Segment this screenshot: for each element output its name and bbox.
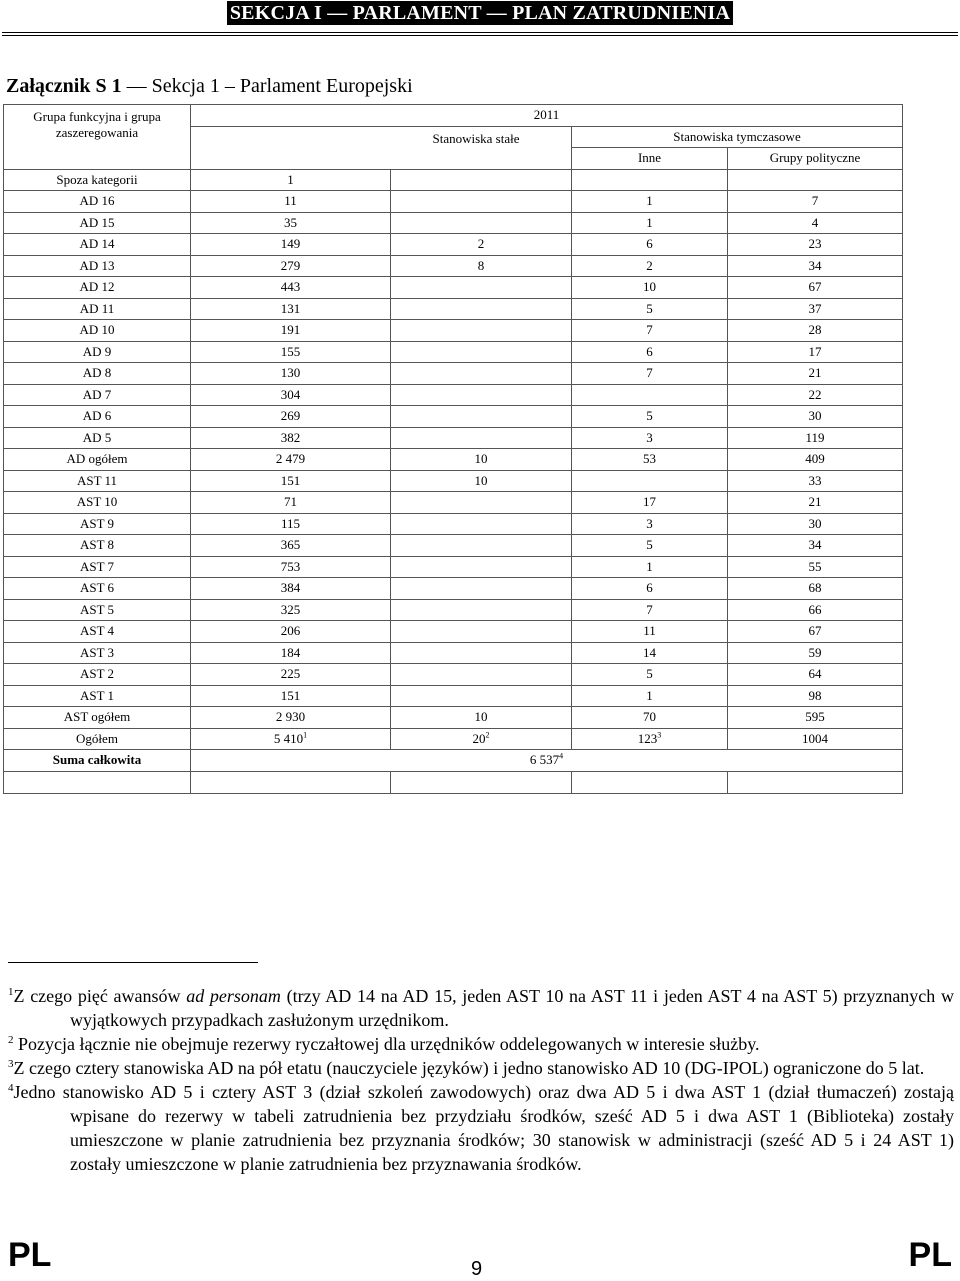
- footnote-marker: 2: [8, 1034, 14, 1046]
- permanent-extra-cell: [391, 599, 572, 621]
- permanent-extra-cell: 2: [391, 234, 572, 256]
- political-value-cell: 64: [728, 664, 903, 686]
- empty-cell: [4, 771, 191, 793]
- year-header: 2011: [191, 105, 903, 127]
- table-row: [4, 642, 903, 664]
- grade-cell: AD 14: [4, 234, 191, 256]
- page-number: 9: [471, 1258, 483, 1280]
- permanent-extra-cell: [391, 578, 572, 600]
- permanent-extra-cell: [391, 642, 572, 664]
- political-value-cell: 98: [728, 685, 903, 707]
- other-value-cell: 1: [572, 191, 728, 213]
- other-value-cell: 7: [572, 599, 728, 621]
- footnotes: [8, 984, 954, 1176]
- footnote-marker: 1: [8, 986, 14, 998]
- permanent-value-cell: 269: [191, 406, 391, 428]
- other-value-cell: 1: [572, 212, 728, 234]
- political-value-cell: 68: [728, 578, 903, 600]
- permanent-value-cell: 2 479: [191, 449, 391, 471]
- permanent-value-cell: 130: [191, 363, 391, 385]
- table-row: [4, 363, 903, 385]
- grade-cell: AST 11: [4, 470, 191, 492]
- sum-total-label: Suma całkowita: [4, 750, 191, 772]
- other-value-cell: 2: [572, 255, 728, 277]
- empty-row: [4, 771, 903, 793]
- section-header: [0, 2, 960, 25]
- annex-label: Załącznik S 1: [6, 75, 122, 97]
- permanent-extra-cell: [391, 320, 572, 342]
- permanent-extra-cell: [391, 513, 572, 535]
- table-row: [4, 169, 903, 191]
- political-value-cell: 59: [728, 642, 903, 664]
- table-row: [4, 191, 903, 213]
- political-value-cell: 30: [728, 513, 903, 535]
- permanent-extra-cell: [391, 685, 572, 707]
- footnote-marker: 3: [8, 1058, 14, 1070]
- footnote-rule: [8, 962, 258, 963]
- political-value-cell: 21: [728, 363, 903, 385]
- table-row: [4, 341, 903, 363]
- permanent-value-cell: 155: [191, 341, 391, 363]
- other-value-cell: 3: [572, 513, 728, 535]
- permanent-value-cell: 151: [191, 470, 391, 492]
- table-row: [4, 298, 903, 320]
- permanent-value-cell: 443: [191, 277, 391, 299]
- grade-cell: AD 9: [4, 341, 191, 363]
- table-row: [4, 255, 903, 277]
- grade-cell: AD 8: [4, 363, 191, 385]
- permanent-extra-cell: [391, 492, 572, 514]
- permanent-header-label: Stanowiska stałe: [432, 130, 520, 146]
- annex-dash: —: [126, 75, 147, 97]
- subtotal-label: AST ogółem: [4, 707, 191, 729]
- other-value-cell: 5: [572, 535, 728, 557]
- grade-cell: AD 5: [4, 427, 191, 449]
- permanent-value-cell: 151: [191, 685, 391, 707]
- empty-cell: [391, 771, 572, 793]
- table-row: [4, 513, 903, 535]
- other-value-cell: 1: [572, 556, 728, 578]
- permanent-value-cell: 1: [191, 169, 391, 191]
- political-value-cell: 33: [728, 470, 903, 492]
- political-value-cell: 34: [728, 255, 903, 277]
- other-value-cell: 6: [572, 341, 728, 363]
- other-value-cell: 6: [572, 578, 728, 600]
- permanent-value-cell: 11: [191, 191, 391, 213]
- table-row: [4, 535, 903, 557]
- grade-cell: AST 5: [4, 599, 191, 621]
- table-row: [4, 707, 903, 729]
- other-value-cell: 3: [572, 427, 728, 449]
- other-value-cell: 6: [572, 234, 728, 256]
- political-value-cell: 119: [728, 427, 903, 449]
- section-header-text: SEKCJA I — PARLAMENT — PLAN ZATRUDNIENIA: [227, 1, 733, 25]
- permanent-value-cell: 71: [191, 492, 391, 514]
- other-value-cell: 5: [572, 406, 728, 428]
- political-value-cell: 67: [728, 277, 903, 299]
- permanent-value-cell: 365: [191, 535, 391, 557]
- grade-cell: AST 9: [4, 513, 191, 535]
- permanent-value-cell: 384: [191, 578, 391, 600]
- other-value-cell: 11: [572, 621, 728, 643]
- permanent-value-cell: 279: [191, 255, 391, 277]
- political-value-cell: 409: [728, 449, 903, 471]
- table-row: [4, 234, 903, 256]
- permanent-value-cell: 325: [191, 599, 391, 621]
- permanent-extra-cell: 10: [391, 470, 572, 492]
- other-value-cell: [572, 169, 728, 191]
- grade-cell: AST 4: [4, 621, 191, 643]
- table-row: [4, 578, 903, 600]
- political-value-cell: 17: [728, 341, 903, 363]
- political-value-cell: 23: [728, 234, 903, 256]
- grade-cell: AST 8: [4, 535, 191, 557]
- permanent-extra-cell: [391, 427, 572, 449]
- permanent-value-cell: 382: [191, 427, 391, 449]
- other-value-cell: 5: [572, 664, 728, 686]
- empty-cell: [191, 771, 391, 793]
- other-value-cell: 7: [572, 363, 728, 385]
- permanent-extra-cell: [391, 535, 572, 557]
- table-row: [4, 320, 903, 342]
- grade-cell: AST 2: [4, 664, 191, 686]
- other-value-cell: 53: [572, 449, 728, 471]
- permanent-value-cell: 115: [191, 513, 391, 535]
- grade-cell: AD 6: [4, 406, 191, 428]
- grade-cell: AST 1: [4, 685, 191, 707]
- political-value-cell: 34: [728, 535, 903, 557]
- other-value-cell: 14: [572, 642, 728, 664]
- permanent-value-cell: 206: [191, 621, 391, 643]
- table-row: [4, 449, 903, 471]
- table-row: [4, 621, 903, 643]
- grand-total-permanent-extra: $20^2$: [391, 728, 572, 750]
- political-value-cell: 28: [728, 320, 903, 342]
- permanent-extra-cell: 10: [391, 449, 572, 471]
- other-value-cell: [572, 384, 728, 406]
- permanent-value-cell: 191: [191, 320, 391, 342]
- permanent-extra-cell: [391, 621, 572, 643]
- permanent-value-cell: 304: [191, 384, 391, 406]
- permanent-value-cell: 2 930: [191, 707, 391, 729]
- table-row: [4, 685, 903, 707]
- political-value-cell: 55: [728, 556, 903, 578]
- permanent-value-cell: 225: [191, 664, 391, 686]
- empty-cell: [728, 771, 903, 793]
- header-rule: [2, 32, 958, 36]
- permanent-extra-cell: 8: [391, 255, 572, 277]
- footnote: $^1$Z czego pięć awansów ad personam (trzy AD 14 na AD 15, jeden AST 10 na AST 11 i jeden AST 4 na AST 5) przyznanych w wyjątkowych przypadkach zasłużonym urzędnikom.: [8, 986, 954, 1030]
- political-value-cell: 66: [728, 599, 903, 621]
- subtotal-label: AD ogółem: [4, 449, 191, 471]
- grade-cell: AD 16: [4, 191, 191, 213]
- grand-total-other: $123^3$: [572, 728, 728, 750]
- permanent-value-cell: 149: [191, 234, 391, 256]
- grade-cell: AD 15: [4, 212, 191, 234]
- permanent-extra-cell: [391, 341, 572, 363]
- grade-cell: AST 6: [4, 578, 191, 600]
- grade-cell: AD 10: [4, 320, 191, 342]
- permanent-value-cell: 131: [191, 298, 391, 320]
- permanent-extra-cell: [391, 406, 572, 428]
- other-value-cell: 7: [572, 320, 728, 342]
- group-header: Grupa funkcyjna i grupa zaszeregowania: [4, 105, 191, 170]
- political-groups-header: Grupy polityczne: [728, 148, 903, 170]
- political-value-cell: 22: [728, 384, 903, 406]
- permanent-value-cell: 35: [191, 212, 391, 234]
- permanent-extra-cell: [391, 169, 572, 191]
- grade-cell: AD 13: [4, 255, 191, 277]
- political-value-cell: 37: [728, 298, 903, 320]
- grade-cell: AD 12: [4, 277, 191, 299]
- footnote: $^3$Z czego cztery stanowiska AD na pół etatu (nauczyciele języków) i jedno stanowisko AD 10 (DG-IPOL) ograniczone do 5 lat.: [8, 1058, 925, 1078]
- permanent-extra-cell: [391, 277, 572, 299]
- permanent-value-cell: 184: [191, 642, 391, 664]
- table-row: [4, 427, 903, 449]
- grade-cell: AST 7: [4, 556, 191, 578]
- annex-title: [6, 75, 413, 98]
- permanent-extra-cell: [391, 212, 572, 234]
- grand-total-label: Ogółem: [4, 728, 191, 750]
- footnote-marker: 4: [8, 1082, 14, 1094]
- other-value-cell: 10: [572, 277, 728, 299]
- table-row: [4, 277, 903, 299]
- footnote: $^4$Jedno stanowisko AD 5 i cztery AST 3 (dział szkoleń zawodowych) oraz dwa AD 5 i dwa AST 1 (dział tłumaczeń) zostają wpisane do rezerwy w tabeli zatrudnienia bez przydziału środków, sześć AD 5 i dwa AST 1 (Biblioteka) zostały umieszczone w planie zatrudnienia bez przyznania środków; 30 stanowisk w administracji (sześć AD 5 i 24 AST 1) zostały umieszczone w planie zatrudnienia bez przyznawania środków.: [8, 1082, 954, 1174]
- sum-total-value: 6 $537^4$: [191, 750, 903, 772]
- permanent-extra-cell: [391, 664, 572, 686]
- table-row: [4, 556, 903, 578]
- political-value-cell: 4: [728, 212, 903, 234]
- other-value-cell: [572, 470, 728, 492]
- permanent-header: [191, 126, 572, 169]
- political-value-cell: 30: [728, 406, 903, 428]
- grade-cell: Spoza kategorii: [4, 169, 191, 191]
- permanent-value-cell: 753: [191, 556, 391, 578]
- table-row: [4, 470, 903, 492]
- table-row: [4, 384, 903, 406]
- other-header: Inne: [572, 148, 728, 170]
- political-value-cell: 595: [728, 707, 903, 729]
- grand-total-permanent: 5 $410^1$: [191, 728, 391, 750]
- permanent-extra-cell: [391, 363, 572, 385]
- permanent-extra-cell: [391, 191, 572, 213]
- grade-cell: AST 3: [4, 642, 191, 664]
- grade-cell: AD 11: [4, 298, 191, 320]
- grand-total-political: 1004: [728, 728, 903, 750]
- other-value-cell: 1: [572, 685, 728, 707]
- table-row: [4, 212, 903, 234]
- table-row: [4, 406, 903, 428]
- other-value-cell: 17: [572, 492, 728, 514]
- other-value-cell: 70: [572, 707, 728, 729]
- footer-lang-right: PL: [908, 1236, 952, 1274]
- grade-cell: AST 10: [4, 492, 191, 514]
- political-value-cell: 67: [728, 621, 903, 643]
- footer-lang-left: PL: [8, 1236, 52, 1274]
- political-value-cell: 7: [728, 191, 903, 213]
- permanent-extra-cell: [391, 556, 572, 578]
- permanent-extra-cell: [391, 384, 572, 406]
- table-row: [4, 492, 903, 514]
- staff-table: [3, 104, 903, 794]
- permanent-extra-cell: [391, 298, 572, 320]
- grade-cell: AD 7: [4, 384, 191, 406]
- grand-total-row: [4, 728, 903, 750]
- political-value-cell: [728, 169, 903, 191]
- other-value-cell: 5: [572, 298, 728, 320]
- sum-total-row: [4, 750, 903, 772]
- annex-section: Sekcja 1 – Parlament Europejski: [151, 75, 413, 97]
- permanent-extra-cell: 10: [391, 707, 572, 729]
- footnote: $^2$ Pozycja łącznie nie obejmuje rezerwy ryczałtowej dla urzędników oddelegowanych w interesie służby.: [8, 1034, 760, 1054]
- political-value-cell: 21: [728, 492, 903, 514]
- temporary-header: Stanowiska tymczasowe: [572, 126, 903, 148]
- table-row: [4, 599, 903, 621]
- empty-cell: [572, 771, 728, 793]
- table-row: [4, 664, 903, 686]
